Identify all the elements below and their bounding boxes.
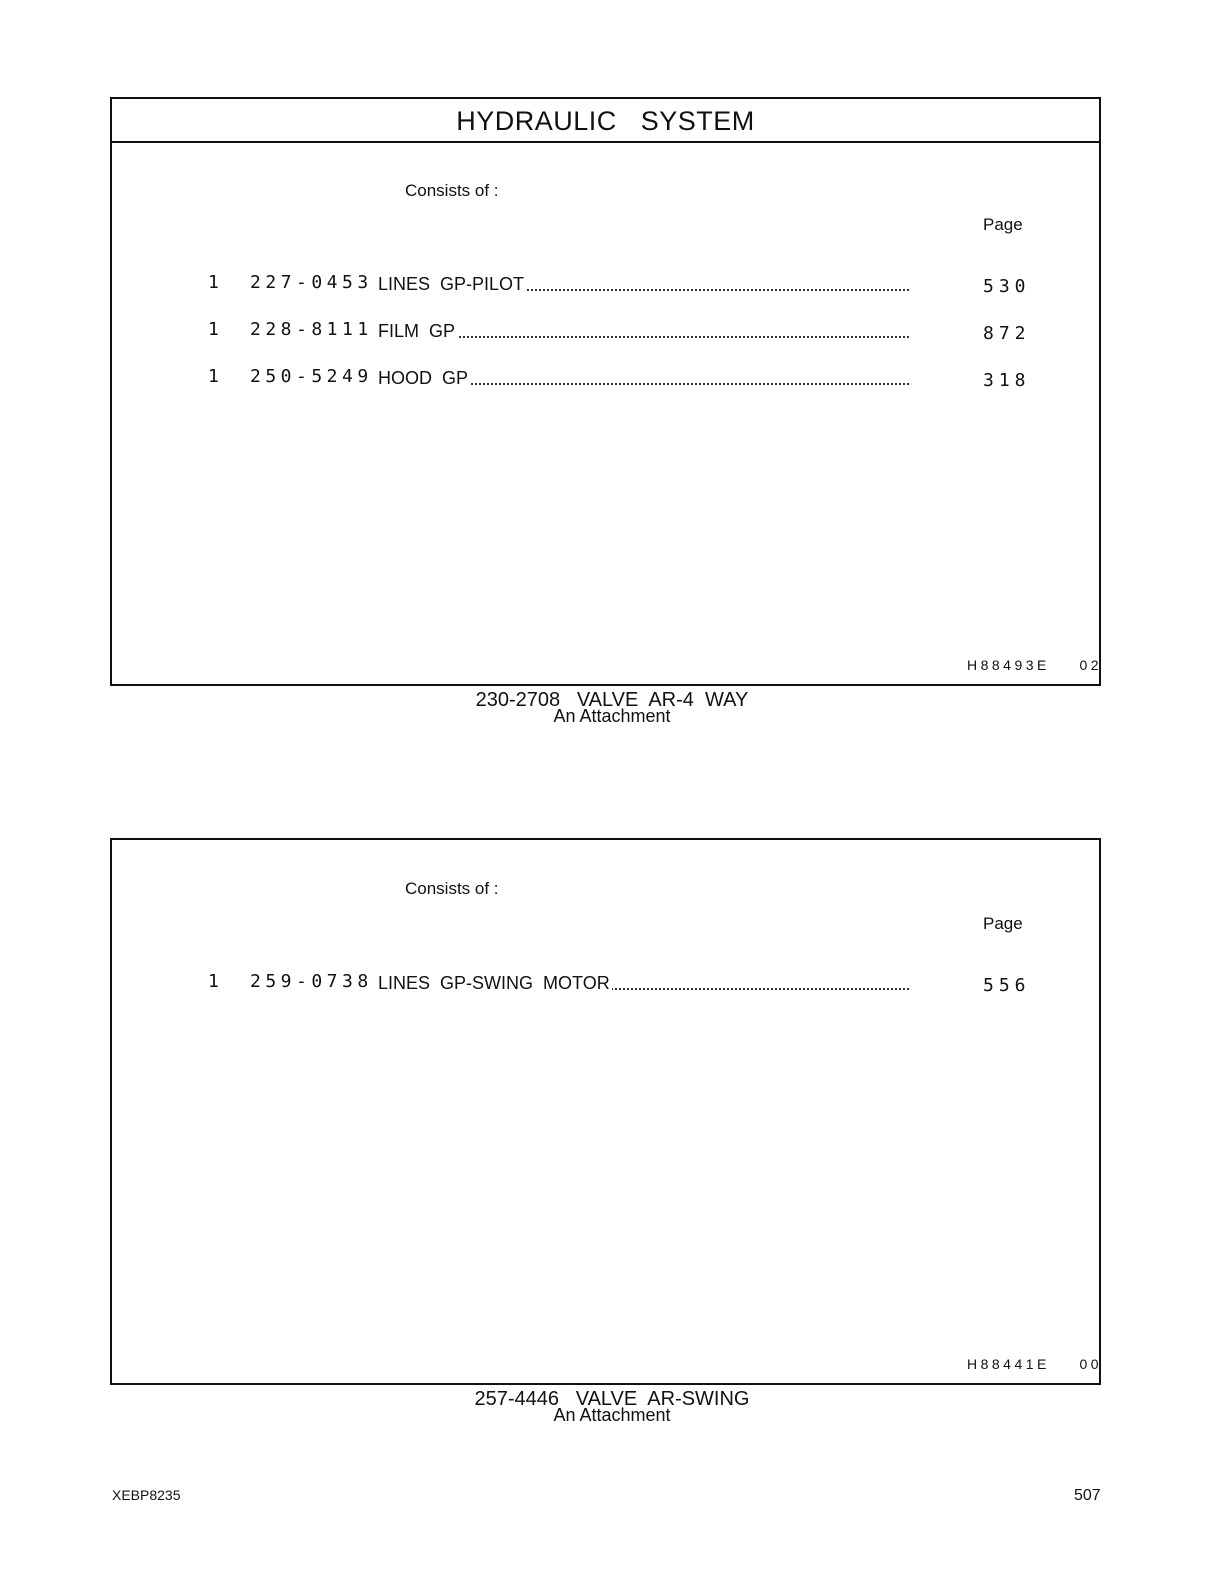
part-number: 259-0738 <box>250 971 373 992</box>
caption-subtitle: An Attachment <box>553 1405 671 1425</box>
page-reference: 872 <box>983 323 1031 344</box>
section-header: HYDRAULIC SYSTEM <box>112 99 1099 143</box>
caption-title: 230-2708 VALVE AR-4 WAY <box>475 689 749 711</box>
part-description: LINES GP-PILOT <box>378 274 525 294</box>
description-with-leader <box>378 368 909 390</box>
part-number: 250-5249 <box>250 366 373 387</box>
page-number: 507 <box>1074 1487 1101 1504</box>
parts-panel-hydraulic-system <box>110 97 1101 686</box>
parts-panel-valve-swing <box>110 838 1101 1385</box>
dot-leader <box>378 336 909 338</box>
part-number: 227-0453 <box>250 272 373 293</box>
description-with-leader <box>378 274 909 296</box>
page-reference: 530 <box>983 276 1031 297</box>
part-description: FILM GP <box>378 321 456 341</box>
quantity: 1 <box>208 366 219 387</box>
quantity: 1 <box>208 319 219 340</box>
document-code: XEBP8235 <box>112 1487 181 1503</box>
description-with-leader <box>378 973 909 995</box>
quantity: 1 <box>208 971 219 992</box>
quantity: 1 <box>208 272 219 293</box>
parts-list-row <box>112 971 1099 997</box>
part-number: 228-8111 <box>250 319 373 340</box>
parts-list-row <box>112 366 1099 392</box>
parts-list-row <box>112 272 1099 298</box>
section-caption <box>0 1389 1224 1424</box>
description-with-leader <box>378 321 909 343</box>
part-description: HOOD GP <box>378 368 469 388</box>
page-reference: 556 <box>983 975 1031 996</box>
page-column-header: Page <box>983 914 1023 933</box>
parts-list-row <box>112 319 1099 345</box>
page-column-header: Page <box>983 215 1023 234</box>
illustration-code: H88493E 02 <box>967 657 1103 673</box>
section-caption <box>0 690 1224 725</box>
consists-of-label: Consists of : <box>405 879 499 898</box>
caption-title: 257-4446 VALVE AR-SWING <box>474 1388 750 1410</box>
part-description: LINES GP-SWING MOTOR <box>378 973 610 993</box>
page-reference: 318 <box>983 370 1031 391</box>
caption-subtitle: An Attachment <box>553 706 671 726</box>
consists-of-label: Consists of : <box>405 181 499 200</box>
illustration-code: H88441E 00 <box>967 1356 1103 1372</box>
